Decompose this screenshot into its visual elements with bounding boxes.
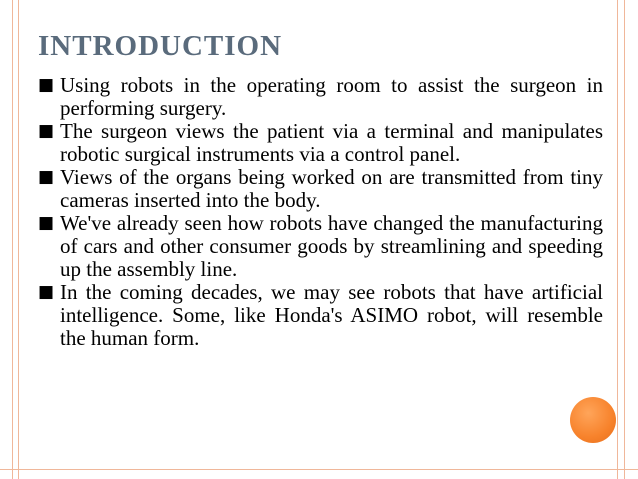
bullet-text: The surgeon views the patient via a terminal and manipulates robotic surgical instruments via a control panel.: [60, 119, 603, 166]
slide-title: INTRODUCTION: [38, 30, 283, 62]
bullet-text: Views of the organs being worked on are transmitted from tiny cameras inserted into the body.: [60, 165, 603, 212]
frame-line-right-inner: [617, 0, 618, 479]
frame-line-left-inner: [18, 0, 19, 479]
square-bullet-icon: ■: [38, 121, 55, 141]
square-bullet-icon: ■: [38, 75, 55, 95]
bullet-text: In the coming decades, we may see robots that have artificial intelligence. Some, like Honda's ASIMO robot, will resemble the human form.: [60, 280, 603, 350]
square-bullet-icon: ■: [38, 282, 55, 302]
bullet-item: [38, 120, 603, 166]
bullet-list: [38, 74, 603, 350]
bullet-text: Using robots in the operating room to assist the surgeon in performing surgery.: [60, 73, 603, 120]
decorative-circle: [570, 397, 616, 443]
bullet-item: [38, 281, 603, 350]
bullet-item: [38, 212, 603, 281]
square-bullet-icon: ■: [38, 167, 55, 187]
frame-line-bottom: [0, 469, 638, 470]
square-bullet-icon: ■: [38, 213, 55, 233]
bullet-item: [38, 74, 603, 120]
frame-line-right-outer: [624, 0, 625, 479]
bullet-text: We've already seen how robots have changed the manufacturing of cars and other consumer goods by streamlining and speeding up the assembly line.: [60, 211, 603, 281]
bullet-item: [38, 166, 603, 212]
frame-line-left-outer: [12, 0, 13, 479]
